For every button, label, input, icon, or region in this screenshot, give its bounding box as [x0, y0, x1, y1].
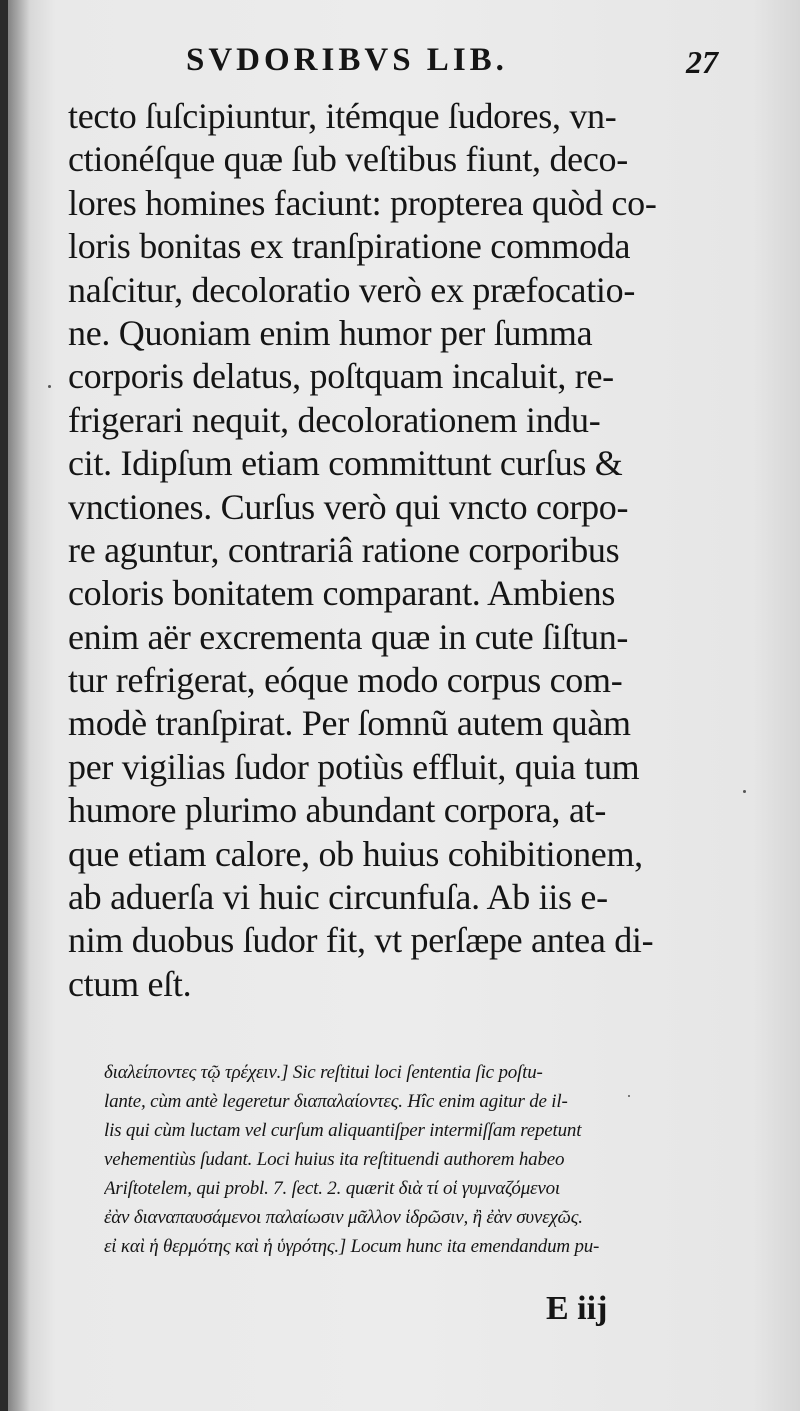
- text-line: humore plurimo abundant corpora, at-: [68, 790, 607, 831]
- book-page: [8, 0, 800, 1411]
- text-line: cit. Idipſum etiam committunt curſus &: [68, 443, 623, 484]
- binding-shadow: [8, 0, 30, 1411]
- note-line: ἐὰν διαναπαυσάμενοι παλαίωσιν μᾶλλον ἱδρῶσιν, ἢ ἐὰν συνεχῶς.: [104, 1207, 583, 1228]
- page-header: [158, 38, 718, 88]
- note-line: εἰ καὶ ἡ θερμότης καὶ ἡ ὑγρότης.] Locum hunc ita emendandum pu-: [104, 1236, 600, 1257]
- note-line: διαλείποντες τῷ τρέχειν.] Sic reſtitui loci ſententia ſic poſtu-: [104, 1062, 543, 1083]
- annotations: [104, 1058, 724, 1261]
- text-line: corporis delatus, poſtquam incaluit, re-: [68, 356, 614, 397]
- text-line: enim aër excrementa quæ in cute ſiſtun-: [68, 616, 629, 657]
- text-line: loris bonitas ex tranſpiratione commoda: [68, 226, 631, 267]
- signature-mark: E iij: [546, 1290, 608, 1327]
- paper-speck: [743, 790, 746, 793]
- paper-speck: [628, 1095, 630, 1097]
- page-number: 27: [686, 44, 718, 80]
- text-line: re aguntur, contrariâ ratione corporibus: [68, 529, 620, 570]
- text-line: ne. Quoniam enim humor per ſumma: [68, 312, 593, 353]
- text-line: ctionéſque quæ ſub veſtibus fiunt, deco-: [68, 139, 628, 180]
- text-line: ctum eſt.: [68, 963, 192, 1004]
- text-line: per vigilias ſudor potiùs effluit, quia tum: [68, 746, 640, 787]
- text-line: vnctiones. Curſus verò qui vncto corpo-: [68, 486, 629, 527]
- text-line: ab aduerſa vi huic circunfuſa. Ab iis e-: [68, 877, 608, 918]
- note-line: vehementiùs ſudant. Loci huius ita reſtituendi authorem habeo: [104, 1149, 565, 1170]
- running-head: SVDORIBVS LIB.: [186, 42, 508, 78]
- text-line: que etiam calore, ob huius cohibitionem,: [68, 833, 643, 874]
- text-line: frigerari nequit, decolorationem indu-: [68, 399, 601, 440]
- note-line: lis qui cùm luctam vel curſum aliquantiſper intermiſſam repetunt: [104, 1120, 582, 1141]
- text-line: nim duobus ſudor fit, vt perſæpe antea di-: [68, 920, 654, 961]
- text-line: lores homines faciunt: propterea quòd co-: [68, 182, 657, 223]
- paper-speck: [48, 385, 51, 388]
- note-line: lante, cùm antè legeretur διαπαλαίοντες. Hîc enim agitur de il-: [104, 1091, 568, 1112]
- main-text: [68, 95, 728, 1006]
- note-line: Ariſtotelem, qui probl. 7. ſect. 2. quærit διὰ τί οἱ γυμναζόμενοι: [104, 1178, 560, 1199]
- text-line: naſcitur, decoloratio verò ex præfocatio-: [68, 269, 636, 310]
- text-line: tur refrigerat, eóque modo corpus com-: [68, 660, 623, 701]
- text-line: coloris bonitatem comparant. Ambiens: [68, 573, 616, 614]
- text-line: tecto ſuſcipiuntur, itémque ſudores, vn-: [68, 96, 617, 136]
- text-line: modè tranſpirat. Per ſomnũ autem quàm: [68, 703, 631, 744]
